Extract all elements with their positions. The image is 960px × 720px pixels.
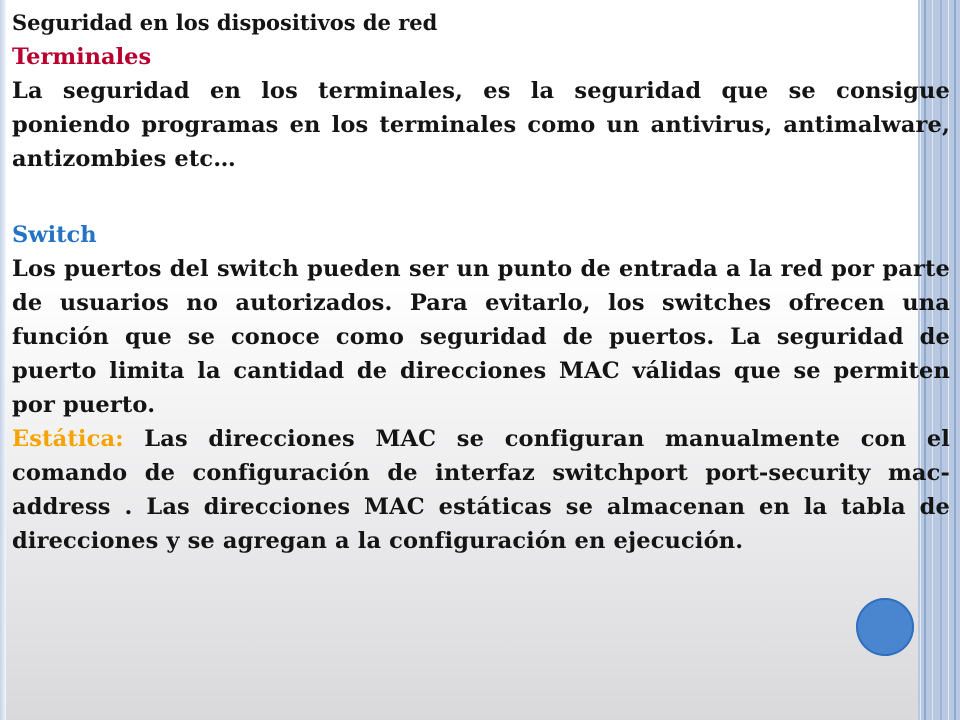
estatica-paragraph — [12, 422, 950, 558]
switch-paragraph: Los puertos del switch pueden ser un punto de entrada a la red por parte de usuarios no autorizados. Para evitarlo, los switches ofrecen una función que se conoce como seguridad de puertos. La seguridad de puerto limita la cantidad de direcciones MAC válidas que se permiten por puerto. — [12, 256, 950, 418]
slide-content — [12, 6, 950, 558]
decorative-circle — [856, 598, 914, 656]
estatica-body: Las direcciones MAC se configuran manualmente con el comando de configuración de interfaz switchport port-security mac-address . Las direcciones MAC estáticas se almacenan en la tabla de direcciones y se agregan a la configuración en ejecución. — [12, 426, 950, 554]
terminales-paragraph: La seguridad en los terminales, es la seguridad que se consigue poniendo programas en los terminales como un antivirus, antimalware, antizombies etc… — [12, 78, 950, 172]
estatica-label: Estática: — [12, 426, 124, 452]
slide-title: Seguridad en los dispositivos de red — [12, 10, 438, 35]
spacer — [12, 176, 950, 218]
heading-switch: Switch — [12, 222, 97, 248]
heading-terminales: Terminales — [12, 44, 152, 70]
band-line — [954, 0, 956, 720]
left-decorative-strip — [0, 0, 6, 720]
